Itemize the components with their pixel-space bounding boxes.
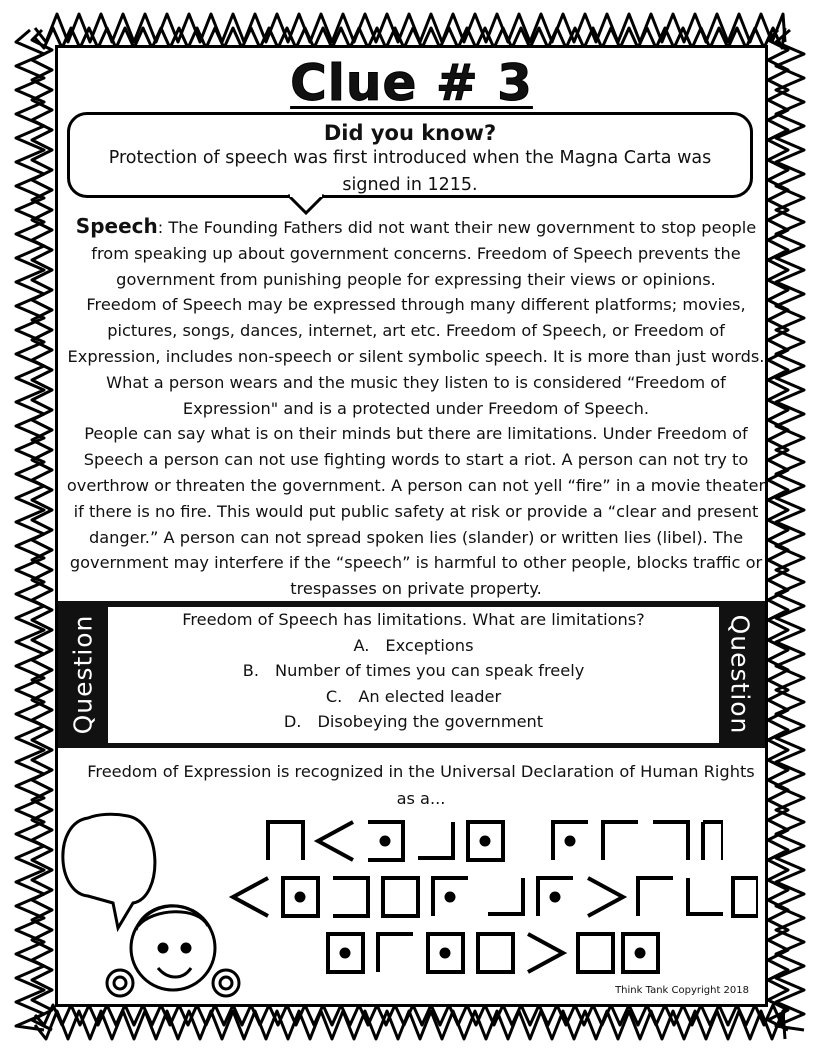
- cipher-line-2: [228, 874, 758, 918]
- did-you-know-text: Protection of speech was first introduced when the Magna Carta was signed in 1215.: [108, 148, 712, 195]
- question-side-label-left: Question: [68, 614, 98, 735]
- question-option-a[interactable]: A. Exceptions: [353, 635, 474, 655]
- cipher-line-1: [263, 818, 723, 862]
- did-you-know-heading: Did you know?: [323, 121, 497, 145]
- question-side-label-right: Question: [725, 614, 755, 735]
- question-option-d[interactable]: D. Disobeying the government: [283, 712, 544, 731]
- speech-paragraph-3: People can say what is on their minds but there are limitations. Under Freedom of Speech a person can not use fighting words to start a riot. A person can not try to overthrow or threaten the government. A person can not yell “fire” in a movie theater if there is no fire. This would put public safety at risk or provide a “clear and present danger.” A person can not spread spoken lies (slander) or written lies (libel). The government may interfere if the “speech” is harmful to other people, blocks traffic or trespasses on private property.: [66, 424, 766, 599]
- did-you-know-box: [67, 112, 753, 198]
- cipher-line-3: [323, 930, 663, 974]
- question-option-b[interactable]: B. Number of times you can speak freely: [242, 661, 585, 680]
- pigpen-cipher-puzzle: [223, 818, 763, 986]
- page-title: Clue # 3: [290, 54, 533, 112]
- question-option-c[interactable]: C. An elected leader: [325, 686, 502, 706]
- expression-text: Freedom of Expression is recognized in the Universal Declaration of Human Rights as a...: [87, 762, 755, 808]
- cartoon-kid-illustration: [58, 808, 258, 1013]
- speech-bubble-tail: [286, 194, 326, 216]
- speech-paragraph-1: : The Founding Fathers did not want their new government to stop people from speaking up about government concerns. Freedom of Speech prevents the government from punishing people for expressing their views or opinions.: [91, 218, 757, 289]
- question-box: [108, 607, 719, 743]
- worksheet-page: [55, 45, 768, 1007]
- question-prompt: Freedom of Speech has limitations. What are limitations?: [182, 610, 645, 629]
- speech-section: [66, 214, 766, 602]
- speech-label: Speech: [75, 214, 158, 238]
- copyright-text: Think Tank Copyright 2018: [615, 985, 749, 996]
- speech-paragraph-2: Freedom of Speech may be expressed through many different platforms; movies, pictures, songs, dances, internet, art etc. Freedom of Speech, or Freedom of Expression, includes non-speech or silent symbolic speech. It is more than just words. What a person wears and the music they listen to is considered “Freedom of Expression" and is a protected under Freedom of Speech.: [67, 295, 765, 418]
- question-band: [58, 601, 765, 748]
